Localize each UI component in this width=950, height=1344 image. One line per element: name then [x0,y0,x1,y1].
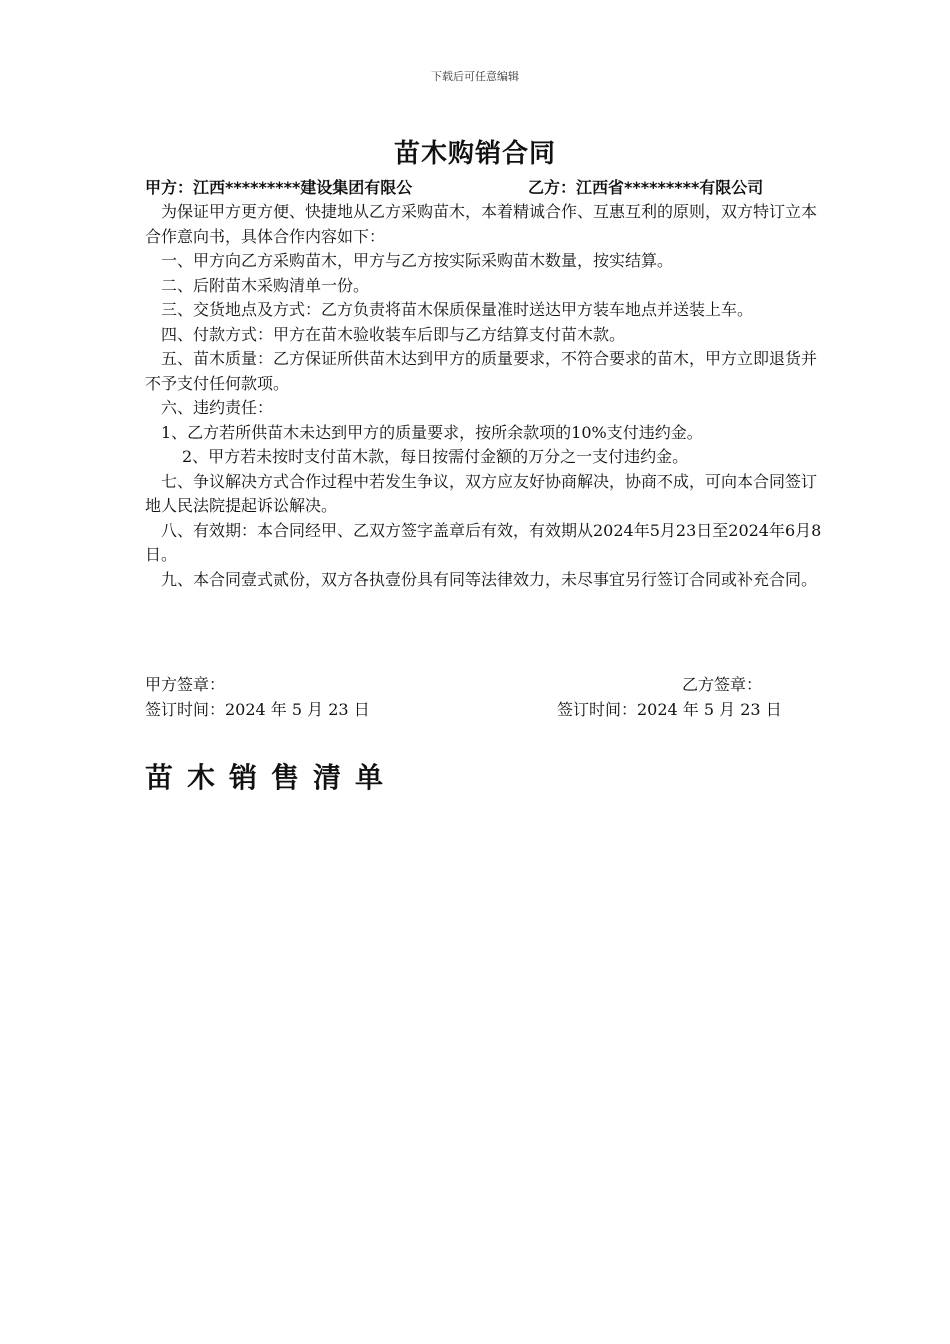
parties-line [145,175,825,199]
contract-title: 苗木购销合同 [393,139,556,169]
signature-date-row [145,698,825,723]
clause-8: 八、有效期：本合同经甲、乙双方签字盖章后有效，有效期从2024年5月23日至2024年6月8日。 [145,520,822,564]
intro-paragraph: 为保证甲方更方便、快捷地从乙方采购苗木，本着精诚合作、互惠互利的原则，双方特订立本合作意向书，具体合作内容如下： [145,202,818,246]
signature-block [145,673,825,722]
clause-7: 七、争议解决方式合作过程中若发生争议，双方应友好协商解决，协商不成，可向本合同签订地人民法院提起诉讼解决。 [145,471,818,515]
party-b-seal: 乙方签章： [682,675,763,694]
clause-3: 三、交货地点及方式：乙方负责将苗木保质保量准时送达甲方装车地点并送装上车。 [161,300,754,319]
party-b-date: 签订时间：2024 年 5 月 23 日 [557,699,782,719]
party-b: 乙方：江西省*********有限公司 [528,178,764,197]
party-a: 甲方：江西*********建设集团有限公 [145,178,413,197]
clause-1: 一、甲方向乙方采购苗木，甲方与乙方按实际采购苗木数量，按实结算。 [161,251,674,270]
contract-body [145,200,825,592]
clause-6-1: 1、乙方若所供苗木未达到甲方的质量要求，按所余款项的10%支付违约金。 [161,422,703,442]
clause-6: 六、违约责任： [161,398,274,417]
clause-6-2: 2、甲方若未按时支付苗木款，每日按需付金额的万分之一支付违约金。 [182,447,689,466]
signature-seal-row [145,673,825,698]
clause-9: 九、本合同壹式贰份，双方各执壹份具有同等法律效力，未尽事宜另行签订合同或补充合同。 [161,569,818,589]
party-a-date: 签订时间：2024 年 5 月 23 日 [145,699,370,719]
clause-5: 五、苗木质量：乙方保证所供苗木达到甲方的质量要求，不符合要求的苗木，甲方立即退货并不予支付任何款项。 [145,349,818,393]
clause-4: 四、付款方式：甲方在苗木验收装车后即与乙方结算支付苗木款。 [161,324,626,344]
sales-list-title: 苗木销售清单 [145,761,398,794]
header-note: 下载后可任意编辑 [431,70,519,83]
party-a-seal: 甲方签章： [145,675,226,694]
clause-2: 二、后附苗木采购清单一份。 [161,275,370,295]
